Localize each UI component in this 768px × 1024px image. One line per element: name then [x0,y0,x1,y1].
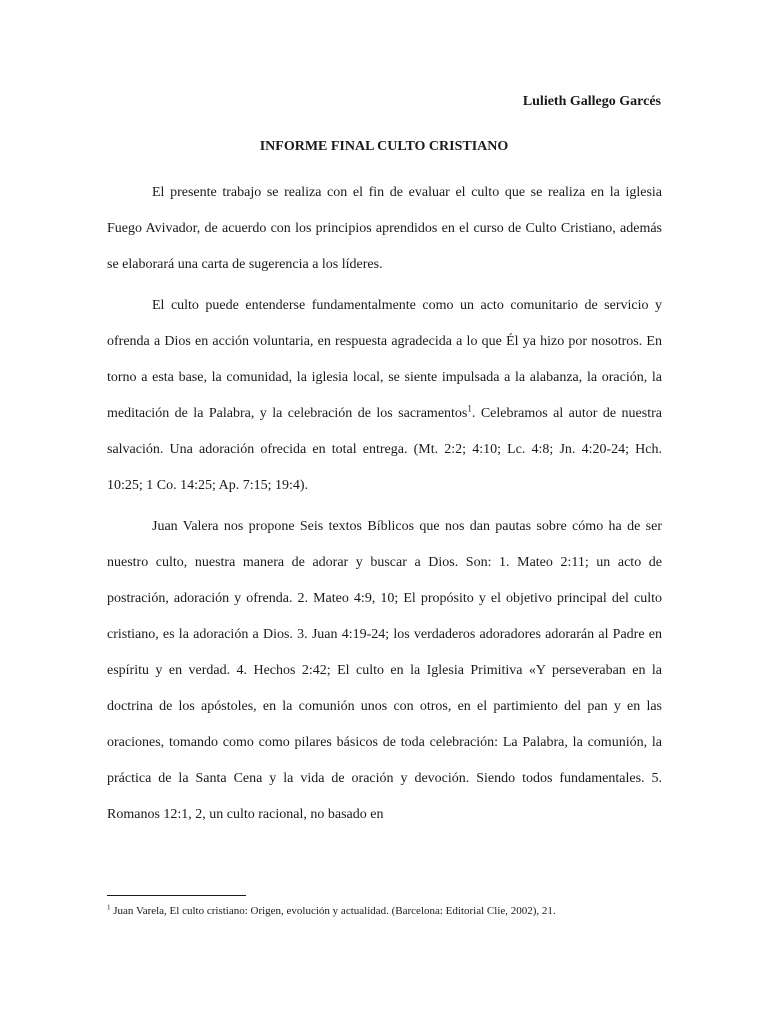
document-title: INFORME FINAL CULTO CRISTIANO [259,139,509,154]
paragraph-introduction: El presente trabajo se realiza con el fin de evaluar el culto que se realiza en la iglesia Fuego Avivador, de acuerdo con los principios aprendidos en el curso de Culto Cristiano, además se elaborará una carta de sugerencia a los líderes. [107,185,662,272]
paragraph-text: El culto puede entenderse fundamentalmente como un acto comunitario de servicio y ofrenda a Dios en acción voluntaria, en respuesta agradecida a lo que Él ya hizo por nosotros. En torno a esta base, la comunidad, la iglesia local, se siente impulsada a la alabanza, la oración, la meditación de la Palabra, y la celebración de los sacramentos [107,298,662,421]
footnote [107,903,556,919]
footnote-separator [107,895,246,896]
paragraph-biblical-texts: Juan Valera nos propone Seis textos Bíblicos que nos dan pautas sobre cómo ha de ser nuestro culto, nuestra manera de adorar y buscar a Dios. Son: 1. Mateo 2:11; un acto de postración, adoración y ofrenda. 2. Mateo 4:9, 10; El propósito y el objetivo principal del culto cristiano, es la adoración a Dios. 3. Juan 4:19-24; los verdaderos adoradores adorarán al Padre en espíritu y en verdad. 4. Hechos 2:42; El culto en la Iglesia Primitiva «Y perseveraban en la doctrina de los apóstoles, en la comunión unos con otros, en el partimiento del pan y en las oraciones, tomando como como pilares básicos de toda celebración: La Palabra, la comunión, la práctica de la Santa Cena y la vida de oración y devoción. Siendo todos fundamentales. 5. Romanos 12:1, 2, un culto racional, no basado en [107,519,662,822]
paragraph-culto-definition [107,288,662,504]
document-body [107,175,662,833]
footnote-mark: 1 [107,903,111,912]
paragraph-text-continued: . Celebramos al autor de nuestra salvación. Una adoración ofrecida en total entrega. (Mt. 2:2; 4:10; Lc. 4:8; Jn. 4:20-24; Hch. 10:25; 1 Co. 14:25; Ap. 7:15; 19:4). [107,406,662,493]
footnote-text: Juan Varela, El culto cristiano: Origen, evolución y actualidad. (Barcelona: Editorial Clie, 2002), 21. [110,905,556,917]
footnote-reference: 1 [467,403,472,414]
author-name: Lulieth Gallego Garcés [522,94,661,109]
